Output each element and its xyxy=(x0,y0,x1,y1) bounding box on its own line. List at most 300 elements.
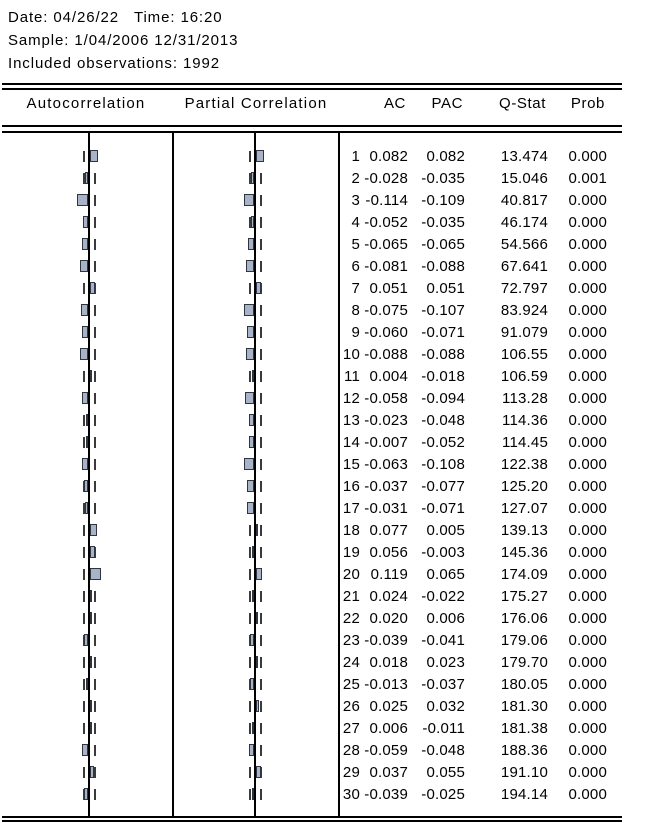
confidence-band-dash xyxy=(83,437,85,448)
header-lag-spacer xyxy=(340,95,360,112)
ac-value: 0.056 xyxy=(369,543,408,561)
stat-row-lag-10 xyxy=(340,343,607,365)
pac-bar-row-lag-19 xyxy=(174,541,338,563)
pac-bar xyxy=(250,634,254,646)
ac-bar-row-lag-8 xyxy=(0,299,172,321)
qstat-value: 106.55 xyxy=(500,345,548,363)
ac-bar xyxy=(82,458,88,470)
lag-value: 4 xyxy=(351,213,360,231)
pac-bar xyxy=(250,678,254,690)
prob-value: 0.000 xyxy=(568,609,607,627)
pac-bar-row-lag-5 xyxy=(174,233,338,255)
stat-row-lag-21 xyxy=(340,585,607,607)
pac-bar xyxy=(247,502,254,514)
confidence-band-dash xyxy=(83,679,85,690)
ac-value: -0.060 xyxy=(364,323,408,341)
ac-bar-row-lag-11 xyxy=(0,365,172,387)
ac-bar xyxy=(82,238,88,250)
prob-value: 0.000 xyxy=(568,499,607,517)
pac-value: -0.025 xyxy=(421,785,465,803)
qstat-value: 106.59 xyxy=(500,367,548,385)
confidence-band-dash xyxy=(94,503,96,514)
ac-bar xyxy=(84,634,88,646)
stat-row-lag-15 xyxy=(340,453,607,475)
prob-value: 0.000 xyxy=(568,763,607,781)
pac-bar xyxy=(252,546,254,558)
pac-bar xyxy=(252,788,254,800)
confidence-band-dash xyxy=(260,613,262,624)
confidence-band-dash xyxy=(260,679,262,690)
ac-value: 0.037 xyxy=(369,763,408,781)
pac-bar xyxy=(251,172,254,184)
confidence-band-dash xyxy=(260,195,262,206)
ac-value: -0.063 xyxy=(364,455,408,473)
ac-value: -0.114 xyxy=(365,191,408,209)
stat-row-lag-19 xyxy=(340,541,607,563)
lag-value: 18 xyxy=(342,521,360,539)
statistics-table xyxy=(340,145,607,805)
ac-bar-row-lag-6 xyxy=(0,255,172,277)
lag-value: 21 xyxy=(342,587,360,605)
info-block xyxy=(8,6,238,75)
confidence-band-dash xyxy=(260,635,262,646)
ac-bar xyxy=(84,480,88,492)
pac-value: 0.082 xyxy=(426,147,465,165)
qstat-value: 114.36 xyxy=(502,411,548,429)
stat-row-lag-6 xyxy=(340,255,607,277)
pac-value: 0.055 xyxy=(426,763,465,781)
qstat-value: 145.36 xyxy=(500,543,548,561)
lag-value: 9 xyxy=(351,323,360,341)
header-pac: PAC xyxy=(431,95,463,112)
confidence-band-dash xyxy=(260,349,262,360)
confidence-band-dash xyxy=(94,723,96,734)
lag-value: 17 xyxy=(342,499,360,517)
lag-value: 15 xyxy=(342,455,360,473)
pac-bar-row-lag-7 xyxy=(174,277,338,299)
ac-bar xyxy=(86,436,88,448)
pac-bar xyxy=(256,568,262,580)
lag-value: 13 xyxy=(342,411,360,429)
pac-bar xyxy=(251,216,254,228)
ac-value: -0.075 xyxy=(364,301,408,319)
lag-value: 23 xyxy=(342,631,360,649)
stat-row-lag-25 xyxy=(340,673,607,695)
ac-bar-row-lag-29 xyxy=(0,761,172,783)
ac-value: 0.082 xyxy=(369,147,408,165)
lag-value: 1 xyxy=(351,147,360,165)
pac-bar xyxy=(256,150,264,162)
pac-bar xyxy=(252,590,254,602)
table-top-rule xyxy=(2,83,622,90)
pac-bar-row-lag-24 xyxy=(174,651,338,673)
ac-bar xyxy=(90,700,92,712)
stat-row-lag-27 xyxy=(340,717,607,739)
pac-bar-row-lag-28 xyxy=(174,739,338,761)
ac-bars xyxy=(0,145,172,805)
pac-bar xyxy=(247,480,254,492)
pac-value: -0.003 xyxy=(421,543,465,561)
ac-bar xyxy=(90,546,95,558)
confidence-band-dash xyxy=(249,283,251,294)
ac-bar xyxy=(90,524,97,536)
pac-value: 0.023 xyxy=(426,653,465,671)
lag-value: 20 xyxy=(342,565,360,583)
stat-row-lag-11 xyxy=(340,365,607,387)
confidence-band-dash xyxy=(249,569,251,580)
pac-bar xyxy=(256,612,258,624)
qstat-value: 194.14 xyxy=(500,785,548,803)
header-partial-correlation: Partial Correlation xyxy=(184,95,328,112)
confidence-band-dash xyxy=(94,349,96,360)
ac-bar xyxy=(81,304,88,316)
stat-row-lag-14 xyxy=(340,431,607,453)
confidence-band-dash xyxy=(94,613,96,624)
ac-value: -0.023 xyxy=(364,411,408,429)
confidence-band-dash xyxy=(94,305,96,316)
stat-row-lag-26 xyxy=(340,695,607,717)
confidence-band-dash xyxy=(260,173,262,184)
ac-bar-row-lag-22 xyxy=(0,607,172,629)
pac-bar xyxy=(244,304,254,316)
pac-value: -0.071 xyxy=(421,323,465,341)
confidence-band-dash xyxy=(260,239,262,250)
qstat-value: 113.28 xyxy=(502,389,548,407)
pac-value: 0.051 xyxy=(426,279,465,297)
confidence-band-dash xyxy=(83,613,85,624)
confidence-band-dash xyxy=(260,657,262,668)
observations-line: Included observations: 1992 xyxy=(8,55,220,72)
prob-value: 0.000 xyxy=(568,367,607,385)
pac-bar-row-lag-1 xyxy=(174,145,338,167)
ac-value: 0.004 xyxy=(369,367,408,385)
confidence-band-dash xyxy=(94,173,96,184)
pac-bar-row-lag-25 xyxy=(174,673,338,695)
prob-value: 0.000 xyxy=(568,741,607,759)
ac-bar xyxy=(90,766,94,778)
pac-bar-row-lag-15 xyxy=(174,453,338,475)
pac-bar-row-lag-21 xyxy=(174,585,338,607)
ac-bar-row-lag-15 xyxy=(0,453,172,475)
confidence-band-dash xyxy=(249,591,251,602)
ac-bar-row-lag-10 xyxy=(0,343,172,365)
qstat-value: 139.13 xyxy=(500,521,548,539)
ac-bar xyxy=(85,172,88,184)
ac-value: 0.051 xyxy=(369,279,408,297)
lag-value: 30 xyxy=(342,785,360,803)
qstat-value: 46.174 xyxy=(500,213,548,231)
confidence-band-dash xyxy=(249,547,251,558)
ac-bar-row-lag-1 xyxy=(0,145,172,167)
stat-row-lag-20 xyxy=(340,563,607,585)
confidence-band-dash xyxy=(83,723,85,734)
pac-value: -0.048 xyxy=(421,741,465,759)
lag-value: 22 xyxy=(342,609,360,627)
ac-value: 0.025 xyxy=(369,697,408,715)
pac-value: -0.037 xyxy=(421,675,465,693)
confidence-band-dash xyxy=(83,371,85,382)
ac-bar xyxy=(84,788,88,800)
confidence-band-dash xyxy=(260,371,262,382)
ac-bar-row-lag-9 xyxy=(0,321,172,343)
pac-bar xyxy=(249,436,254,448)
qstat-value: 176.06 xyxy=(500,609,548,627)
confidence-band-dash xyxy=(83,701,85,712)
qstat-value: 91.079 xyxy=(500,323,548,341)
ac-bar-row-lag-5 xyxy=(0,233,172,255)
qstat-value: 125.20 xyxy=(500,477,548,495)
pac-bar-row-lag-17 xyxy=(174,497,338,519)
prob-value: 0.000 xyxy=(568,213,607,231)
confidence-band-dash xyxy=(249,657,251,668)
confidence-band-dash xyxy=(94,635,96,646)
confidence-band-dash xyxy=(94,437,96,448)
stat-row-lag-9 xyxy=(340,321,607,343)
autocorrelation-chart xyxy=(0,133,172,816)
confidence-band-dash xyxy=(94,261,96,272)
ac-bar xyxy=(83,216,88,228)
confidence-band-dash xyxy=(260,217,262,228)
pac-bar xyxy=(256,282,261,294)
confidence-band-dash xyxy=(94,481,96,492)
prob-value: 0.000 xyxy=(568,389,607,407)
prob-value: 0.000 xyxy=(568,543,607,561)
confidence-band-dash xyxy=(94,195,96,206)
confidence-band-dash xyxy=(94,789,96,800)
confidence-band-dash xyxy=(249,789,251,800)
lag-value: 11 xyxy=(344,367,360,385)
ac-value: -0.065 xyxy=(364,235,408,253)
header-bottom-rule xyxy=(2,125,622,133)
qstat-value: 191.10 xyxy=(500,763,548,781)
confidence-band-dash xyxy=(249,767,251,778)
stat-row-lag-12 xyxy=(340,387,607,409)
qstat-value: 122.38 xyxy=(500,455,548,473)
correlogram-body xyxy=(0,133,646,816)
lag-value: 29 xyxy=(342,763,360,781)
prob-value: 0.000 xyxy=(568,785,607,803)
date-time-line: Date: 04/26/22 Time: 16:20 xyxy=(8,9,223,26)
pac-bar xyxy=(247,326,254,338)
pac-bars xyxy=(174,145,338,805)
ac-bar xyxy=(80,348,88,360)
pac-bar xyxy=(244,458,254,470)
confidence-band-dash xyxy=(249,371,251,382)
pac-bar-row-lag-13 xyxy=(174,409,338,431)
ac-value: -0.052 xyxy=(364,213,408,231)
ac-bar xyxy=(90,282,95,294)
prob-value: 0.000 xyxy=(568,653,607,671)
pac-bar xyxy=(252,370,254,382)
confidence-band-dash xyxy=(260,745,262,756)
stat-row-lag-30 xyxy=(340,783,607,805)
ac-value: 0.020 xyxy=(369,609,408,627)
ac-bar-row-lag-24 xyxy=(0,651,172,673)
ac-bar-row-lag-4 xyxy=(0,211,172,233)
partial-correlation-chart xyxy=(174,133,338,816)
qstat-value: 114.45 xyxy=(502,433,548,451)
pac-bar xyxy=(249,744,254,756)
pac-bar-row-lag-23 xyxy=(174,629,338,651)
ac-bar-row-lag-2 xyxy=(0,167,172,189)
lag-value: 3 xyxy=(351,191,360,209)
pac-bar-row-lag-2 xyxy=(174,167,338,189)
pac-value: 0.032 xyxy=(426,697,465,715)
prob-value: 0.000 xyxy=(568,719,607,737)
ac-bar-row-lag-18 xyxy=(0,519,172,541)
ac-value: -0.059 xyxy=(364,741,408,759)
ac-value: -0.058 xyxy=(364,389,408,407)
confidence-band-dash xyxy=(260,701,262,712)
confidence-band-dash xyxy=(94,745,96,756)
stat-row-lag-13 xyxy=(340,409,607,431)
confidence-band-dash xyxy=(260,327,262,338)
pac-value: -0.065 xyxy=(421,235,465,253)
pac-bar-row-lag-20 xyxy=(174,563,338,585)
ac-bar xyxy=(82,326,88,338)
pac-value: -0.088 xyxy=(421,345,465,363)
confidence-band-dash xyxy=(249,525,251,536)
stat-row-lag-7 xyxy=(340,277,607,299)
pac-value: 0.006 xyxy=(426,609,465,627)
ac-bar-row-lag-14 xyxy=(0,431,172,453)
pac-value: -0.108 xyxy=(421,455,465,473)
ac-value: -0.013 xyxy=(364,675,408,693)
pac-value: -0.041 xyxy=(421,631,465,649)
lag-value: 27 xyxy=(342,719,360,737)
qstat-value: 83.924 xyxy=(500,301,548,319)
prob-value: 0.000 xyxy=(568,521,607,539)
prob-value: 0.000 xyxy=(568,455,607,473)
numeric-headers xyxy=(340,95,607,112)
ac-value: -0.081 xyxy=(364,257,408,275)
stat-row-lag-2 xyxy=(340,167,607,189)
confidence-band-dash xyxy=(83,591,85,602)
lag-value: 5 xyxy=(351,235,360,253)
ac-bar xyxy=(86,678,88,690)
ac-bar-row-lag-27 xyxy=(0,717,172,739)
ac-bar-row-lag-12 xyxy=(0,387,172,409)
confidence-band-dash xyxy=(94,415,96,426)
prob-value: 0.000 xyxy=(568,279,607,297)
lag-value: 10 xyxy=(342,345,360,363)
ac-value: 0.018 xyxy=(369,653,408,671)
pac-bar xyxy=(256,656,258,668)
pac-bar-row-lag-8 xyxy=(174,299,338,321)
prob-value: 0.000 xyxy=(568,565,607,583)
header-qstat: Q-Stat xyxy=(499,95,546,112)
confidence-band-dash xyxy=(260,305,262,316)
pac-value: -0.035 xyxy=(421,169,465,187)
pac-value: -0.011 xyxy=(422,719,465,737)
prob-value: 0.000 xyxy=(568,235,607,253)
pac-value: -0.071 xyxy=(421,499,465,517)
ac-bar-row-lag-28 xyxy=(0,739,172,761)
pac-value: -0.018 xyxy=(421,367,465,385)
confidence-band-dash xyxy=(260,503,262,514)
pac-bar xyxy=(244,194,254,206)
confidence-band-dash xyxy=(83,767,85,778)
confidence-band-dash xyxy=(260,459,262,470)
pac-value: 0.065 xyxy=(426,565,465,583)
confidence-band-dash xyxy=(260,481,262,492)
ac-bar-row-lag-26 xyxy=(0,695,172,717)
lag-value: 24 xyxy=(342,653,360,671)
qstat-value: 15.046 xyxy=(500,169,548,187)
ac-bar xyxy=(77,194,88,206)
lag-value: 12 xyxy=(342,389,360,407)
stat-row-lag-3 xyxy=(340,189,607,211)
pac-value: -0.077 xyxy=(421,477,465,495)
ac-bar xyxy=(90,722,92,734)
confidence-band-dash xyxy=(83,547,85,558)
ac-bar xyxy=(80,260,88,272)
header-autocorrelation: Autocorrelation xyxy=(26,95,146,112)
confidence-band-dash xyxy=(83,151,85,162)
pac-bar xyxy=(246,348,254,360)
qstat-value: 179.70 xyxy=(500,653,548,671)
stat-row-lag-17 xyxy=(340,497,607,519)
lag-value: 6 xyxy=(351,257,360,275)
pac-bar-row-lag-10 xyxy=(174,343,338,365)
ac-bar xyxy=(86,414,88,426)
confidence-band-dash xyxy=(83,283,85,294)
confidence-band-dash xyxy=(94,217,96,228)
pac-bar xyxy=(245,392,254,404)
pac-value: -0.035 xyxy=(421,213,465,231)
qstat-value: 67.641 xyxy=(500,257,548,275)
confidence-band-dash xyxy=(83,525,85,536)
prob-value: 0.000 xyxy=(568,257,607,275)
confidence-band-dash xyxy=(94,239,96,250)
prob-value: 0.000 xyxy=(568,411,607,429)
ac-bar-row-lag-21 xyxy=(0,585,172,607)
qstat-value: 181.30 xyxy=(500,697,548,715)
prob-value: 0.000 xyxy=(568,587,607,605)
ac-bar-row-lag-7 xyxy=(0,277,172,299)
qstat-value: 180.05 xyxy=(500,675,548,693)
ac-bar-row-lag-25 xyxy=(0,673,172,695)
header-ac: AC xyxy=(383,95,406,112)
pac-bar-row-lag-22 xyxy=(174,607,338,629)
ac-bar-row-lag-17 xyxy=(0,497,172,519)
qstat-value: 13.474 xyxy=(500,147,548,165)
pac-value: -0.094 xyxy=(421,389,465,407)
prob-value: 0.001 xyxy=(568,169,607,187)
pac-bar-row-lag-6 xyxy=(174,255,338,277)
stat-row-lag-5 xyxy=(340,233,607,255)
ac-bar-row-lag-3 xyxy=(0,189,172,211)
ac-value: -0.088 xyxy=(364,345,408,363)
confidence-band-dash xyxy=(94,657,96,668)
prob-value: 0.000 xyxy=(568,697,607,715)
pac-bar-row-lag-30 xyxy=(174,783,338,805)
ac-bar xyxy=(90,568,101,580)
stat-row-lag-8 xyxy=(340,299,607,321)
pac-bar xyxy=(252,722,254,734)
ac-value: -0.039 xyxy=(364,785,408,803)
stat-row-lag-1 xyxy=(340,145,607,167)
pac-value: -0.109 xyxy=(421,191,465,209)
ac-bar xyxy=(90,612,92,624)
pac-bar-row-lag-16 xyxy=(174,475,338,497)
confidence-band-dash xyxy=(260,415,262,426)
lag-value: 25 xyxy=(342,675,360,693)
prob-value: 0.000 xyxy=(568,433,607,451)
confidence-band-dash xyxy=(260,525,262,536)
confidence-band-dash xyxy=(260,723,262,734)
pac-value: -0.048 xyxy=(421,411,465,429)
